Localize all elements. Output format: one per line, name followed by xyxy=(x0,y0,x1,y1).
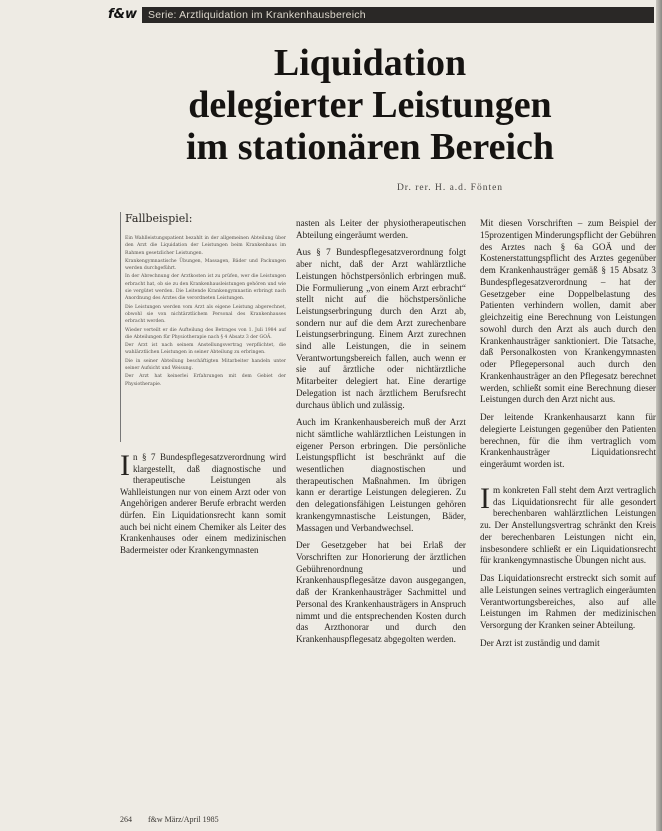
article-author: Dr. rer. H. a.d. Fönten xyxy=(396,183,504,193)
body-text: n § 7 Bundespflegesatzverordnung wird klargestellt, daß diagnostische und therapeutische Leistungen als Wahlleistungen nur von einem Arzt oder von Angehörigen anderer Berufe erbracht werden dürfen. Ein Liquidationsrecht kann somit auch bei nicht einem Chemiker als Leiter des Krankenhauses oder einem medizinischen Badermeister oder Krankengymnasten xyxy=(120,452,286,555)
text-column-1 xyxy=(120,449,286,562)
drop-cap: I xyxy=(480,481,490,515)
case-example-box xyxy=(120,212,286,442)
title-line: delegierter Leistungen xyxy=(188,84,552,126)
case-paragraph: Die in seiner Abteilung beschäftigten Mitarbeiter handeln unter seiner Aufsicht und Weisung. xyxy=(125,358,286,372)
body-paragraph: nasten als Leiter der physiotherapeutischen Abteilung eingeräumt werden. xyxy=(296,218,466,240)
drop-cap: I xyxy=(120,449,130,482)
body-paragraph: Auch im Krankenhausbereich muß der Arzt nicht sämtliche wahlärztlichen Leistungen in eigener Person erbringen. Die persönliche Leistungspflicht ist beschränkt auf die wesentlichen diagnostischen und therapeutischen Maßnahmen. Im übrigen kann er derartige Leistungen delegieren. Zu den delegationsfähigen Leistungen gehören krankengymnastische Leistungen, Bäder, Massagen und Verbandwechsel. xyxy=(296,417,466,533)
page-footer xyxy=(120,815,320,824)
body-paragraph: Der Arzt ist zuständig und damit xyxy=(480,637,600,648)
series-banner: Serie: Arztliquidation im Krankenhausbereich xyxy=(142,7,654,23)
body-paragraph xyxy=(120,449,286,556)
body-paragraph xyxy=(480,481,656,567)
issue-label: f&w März/April 1985 xyxy=(148,815,219,824)
title-line: im stationären Bereich xyxy=(186,126,554,168)
body-paragraph: Der leitende Krankenhausarzt kann für delegierte Leistungen gegenüber den Patienten berechnen, für die ihm vertraglich vom Krankenhausträger Liquidationsrecht eingeräumt worden ist. xyxy=(480,412,656,469)
case-paragraph: Ein Wahlleistungspatient bezahlt in der allgemeinen Abteilung über den Arzt die Liquidation der Leistungen beim Krankenhaus im Rahmen gesetzlicher Leistungen. xyxy=(125,236,286,256)
body-paragraph: Aus § 7 Bundespflegesatzverordnung folgt aber nicht, daß der Arzt wahlärztliche Leistungen höchstpersönlich erbringen muß. Die Formulierung „von einem Arzt erbracht“ stellt nicht auf die höchstpersönliche Leistungserbringung durch den Arzt ab, sondern nur auf die dem Arzt zurechenbare Leistungserbringung. Einem Arzt zurechnen sind alle Leistungen, die in seinem Verantwortungsbereich fallen, auch wenn er sie auf ärztliche oder nichtärztliche Mitarbeiter delegiert hat. Eine derartige Delegation ist nach ärztlichem Berufsrecht durchaus üblich und zulässig. xyxy=(296,247,466,410)
text-column-3 xyxy=(480,218,656,656)
page-gutter xyxy=(656,0,662,831)
case-paragraph: Krankengymnastische Übungen, Massagen, Bäder und Packungen werden durchgeführt. xyxy=(125,258,286,272)
magazine-logo: f&w xyxy=(108,7,138,22)
case-example-title: Fallbeispiel: xyxy=(125,212,193,225)
page-number: 264 xyxy=(120,815,132,824)
case-paragraph: In der Abrechnung der Arztkosten ist zu prüfen, wer die Leistungen erbracht hat, ob sie zu den Krankenhausleistungen gehören und wie sie vergütet werden. Die Leitende Krankengymnastin erbringt nach Anordnung des Arztes die verordneten Leistungen. xyxy=(125,274,286,302)
case-paragraph: Die Leistungen werden vom Arzt als eigene Leistung abgerechnet, obwohl sie von nichtärztlichem Personal des Krankenhauses erbracht werden. xyxy=(125,304,286,325)
text-column-2 xyxy=(296,218,466,652)
page-header xyxy=(108,6,654,26)
body-paragraph: Mit diesen Vorschriften – zum Beispiel der 15prozentigen Minderungspflicht der Gebühren des Arztes nach § 6a GOÄ und der Kostenerstattungspflicht des Arztes gegenüber dem Krankenhausträger gemäß § 15 Absatz 3 Bundespflegesatzverordnung – hat der Gesetzgeber eine Doppelbelastung des Patienten verhindern wollen, damit aber gleichzeitig eine Berechnung von Leistungen sowohl durch den Arzt als auch durch den Krankenhausträger sanktioniert. Die Tatsache, daß Personalkosten von Krankengymnasten oder Pflegepersonal auch durch den Krankenhausträger an den Pflegesatz berechnet werden, schließt somit eine Berechnung dieser Leistungen durch den Arzt nicht aus. xyxy=(480,218,656,405)
case-paragraph: Der Arzt ist nach seinem Anstellungsvertrag verpflichtet, die wahlärztlichen Leistungen in seiner Abteilung zu erbringen. xyxy=(125,343,286,356)
body-text: m konkreten Fall steht dem Arzt vertraglich das Liquidationsrecht für alle gesondert berechenbaren wahlärztlichen Leistungen zu. Der Anstellungsvertrag schränkt den Kreis der berechenbaren Leistungen nicht ein, insbesondere schließt er ein Liquidationsrecht für krankengymnastische Übungen nicht aus. xyxy=(480,484,656,566)
article-title xyxy=(150,42,590,168)
case-paragraph: Wieder verteilt er die Aufteilung des Betrages von 1. Juli 1984 auf die Abteilungen für Physiotherapie nach § 4 Absatz 3 der GOÄ. xyxy=(125,327,286,340)
body-paragraph: Das Liquidationsrecht erstreckt sich somit auf alle Leistungen seines vertraglich eingeräumten Verantwortungsbereiches, also auf alle Leistungen im Rahmen der medizinischen Versorgung der Kranken seiner Abteilung. xyxy=(480,573,656,630)
case-paragraph: Der Arzt hat keinerlei Erfahrungen mit dem Gebiet der Physiotherapie. xyxy=(125,374,286,387)
title-line: Liquidation xyxy=(273,42,467,84)
body-paragraph: Der Gesetzgeber hat bei Erlaß der Vorschriften zur Honorierung der ärztlichen Gebührenordnung und Krankenhauspflegesätze davon ausgegangen, daß der Krankenhausträger Sachmittel und Personal des Krankenhausträgers in Anspruch nimmt und die entsprechenden Kosten durch das Arzthonorar und durch den Krankenhauspflegesatz abgegolten werden. xyxy=(296,540,466,644)
